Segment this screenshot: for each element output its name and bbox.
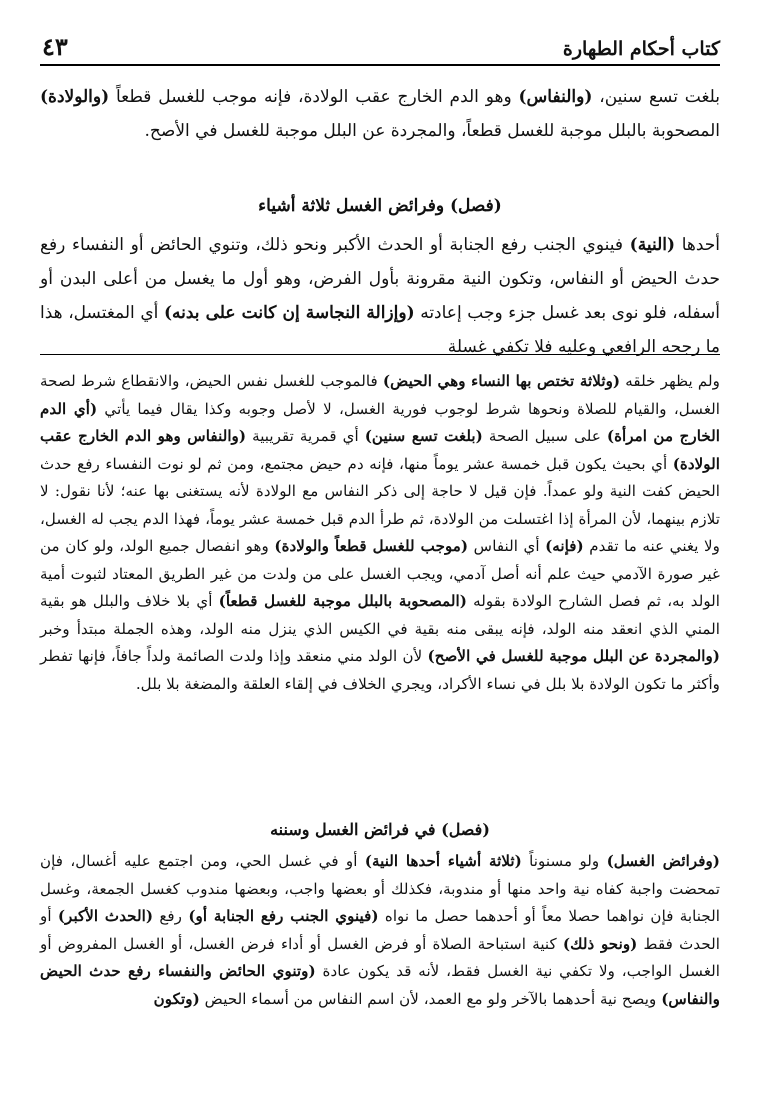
bold-term: (وتنوي الحائض والنفساء رفع حدث الحيض والنفاس) xyxy=(40,962,720,1008)
header-rule xyxy=(40,64,720,66)
text-run: أي بحيث يكون قبل خمسة عشر يوماً منها، فإنه دم حيض مجتمع، ومن ثم لو نوت النفساء رفع حدث الحيض كفت النية ولو عمداً. فإن قيل لا حاجة إلى ذكر النفاس مع الولادة لأنه يستغنى بها عنه؛ لأنا نقول: لا تلازم بينهما، لأن المرأة إذا اغتسلت من الولادة، ثم طرأ الدم قبل خمسة عشر يوماً، فهذا الدم يجب له الغسل، ولا يغني عنه ما تقدم xyxy=(40,454,720,555)
text-run: بلغت تسع سنين، xyxy=(592,87,721,107)
text-run: أو في غسل الحي، ومن اجتمع عليه أغسال، فإن تمحضت واجبة كفاه نية واحد منها أو مندوبة، فكذلك أو بعضها واجب، وبعضها مندوب كغسل الجمعة، وغسل الجنابة فإن نواهما حصلا معاً أو أحدهما حصل ما نواه xyxy=(40,852,720,925)
commentary-paragraph-2 xyxy=(40,848,720,1013)
section-heading-2: (فصل) في فرائض الغسل وسننه xyxy=(270,820,490,839)
bold-term: (بلغت تسع سنين) xyxy=(364,427,483,445)
text-run: ولم يظهر خلقه xyxy=(620,372,720,390)
page-header xyxy=(40,26,720,66)
bold-term: (وتكون xyxy=(153,989,200,1008)
section-heading-1: (فصل) وفرائض الغسل ثلاثة أشياء xyxy=(258,196,502,216)
bold-term: (فإنه) xyxy=(545,537,584,555)
page-number: ٤٣ xyxy=(42,32,68,61)
text-run: ولو مسنوناً xyxy=(521,852,607,870)
bold-term: (المصحوبة بالبلل موجبة للغسل قطعاً) xyxy=(218,592,467,610)
bold-term: (والولادة) xyxy=(40,87,110,107)
bold-term: (والمجردة عن البلل موجبة للغسل في الأصح) xyxy=(427,647,720,665)
text-run: أي قمرية تقريبية xyxy=(246,427,365,445)
text-run: رفع xyxy=(153,907,189,925)
text-run: أي بلا خلاف والبلل هو بقية المني الذي انعقد منه الولد، فإنه يبقى منه بقية في الكيس الذي ينزل منه الولد، وهذه الجملة مبتدأ وخبر xyxy=(40,592,720,638)
text-run: على سبيل الصحة xyxy=(482,427,607,445)
bold-term: (وثلاثة تختص بها النساء وهي الحيض) xyxy=(382,372,621,390)
text-run: لأن الولد مني منعقد وإذا ولدت الصائمة ولداً جافاً، فإنها تفطر وأكثر ما تكون الولادة بلا بلل في نساء الأكراد، ويجري الخلاف في إلقاء العلقة والمضغة بلا بلل. xyxy=(40,647,720,693)
text-run: المصحوبة بالبلل موجبة للغسل قطعاً، والمجردة عن البلل موجبة للغسل في الأصح. xyxy=(144,121,720,141)
bold-term: (النية) xyxy=(629,235,676,255)
bold-term: (وفرائض الغسل) xyxy=(606,852,720,870)
bold-term: (ثلاثة أشياء أحدها النية) xyxy=(364,852,522,870)
text-run: كنية استباحة الصلاة أو فرض الغسل أو أداء فرض الغسل، أو الغسل المفروض أو الغسل الواجب، ولا تكفي نية الغسل فقط، لأنه قد يكون عادة xyxy=(40,934,720,980)
text-run: أو الحدث فقط xyxy=(40,907,720,953)
book-title: كتاب أحكام الطهارة xyxy=(562,38,720,60)
bold-term: (ونحو ذلك) xyxy=(562,934,638,953)
commentary-paragraph-1 xyxy=(40,368,720,698)
bold-term: (والنفاس) xyxy=(518,87,593,107)
text-run: ويصح نية أحدهما بالآخر ولو مع العمد، لأن اسم النفاس من أسماء الحيض xyxy=(199,989,662,1008)
text-run: وهو انفصال جميع الولد، ولو كان من غير صورة الآدمي حيث علم أنه أصل آدمي، ويجب الغسل على من ولدت من غير الطريق المعتاد لثبوت أمية الولد به، ثم فصل الشارح الولادة بقوله xyxy=(40,537,721,610)
bold-term: (وإزالة النجاسة إن كانت على بدنه) xyxy=(163,303,415,323)
text-run: فينوي الجنب رفع الجنابة أو الحدث الأكبر ونحو ذلك، وتنوي الحائض أو النفساء رفع حدث الحيض أو النفاس، وتكون النية مقرونة بأول الفرض، وهو أول ما يغسل من أعلى البدن أو أسفله، فلو نوى بعد غسل جزء وجب إعادته xyxy=(40,235,720,323)
text-run: أي المغتسل، هذا ما رجحه الرافعي وعليه فلا تكفي غسلة xyxy=(40,303,720,357)
bold-term: (فينوي الجنب رفع الجنابة أو) xyxy=(188,907,379,925)
bold-term: (والنفاس وهو الدم الخارج عقب الولادة) xyxy=(40,427,720,473)
commentary-divider xyxy=(40,354,720,355)
main-paragraph-1 xyxy=(40,80,720,148)
text-run: أحدها xyxy=(675,235,720,255)
text-run: وهو الدم الخارج عقب الولادة، فإنه موجب للغسل قطعاً xyxy=(109,87,519,107)
bold-term: (أي الدم الخارج من امرأة) xyxy=(40,399,720,445)
bold-term: (موجب للغسل قطعاً والولادة) xyxy=(274,537,469,555)
bold-term: (الحدث الأكبر) xyxy=(57,907,154,925)
main-paragraph-2 xyxy=(40,228,720,364)
text-run: فالموجب للغسل نفس الحيض، والانقطاع شرط لصحة الغسل، والقيام للصلاة ونحوها شرط لوجوب فورية الغسل، لا لأصل وجوبه وكذا يقال فيما يأتي xyxy=(40,372,720,418)
text-run: أي النفاس xyxy=(468,537,546,555)
